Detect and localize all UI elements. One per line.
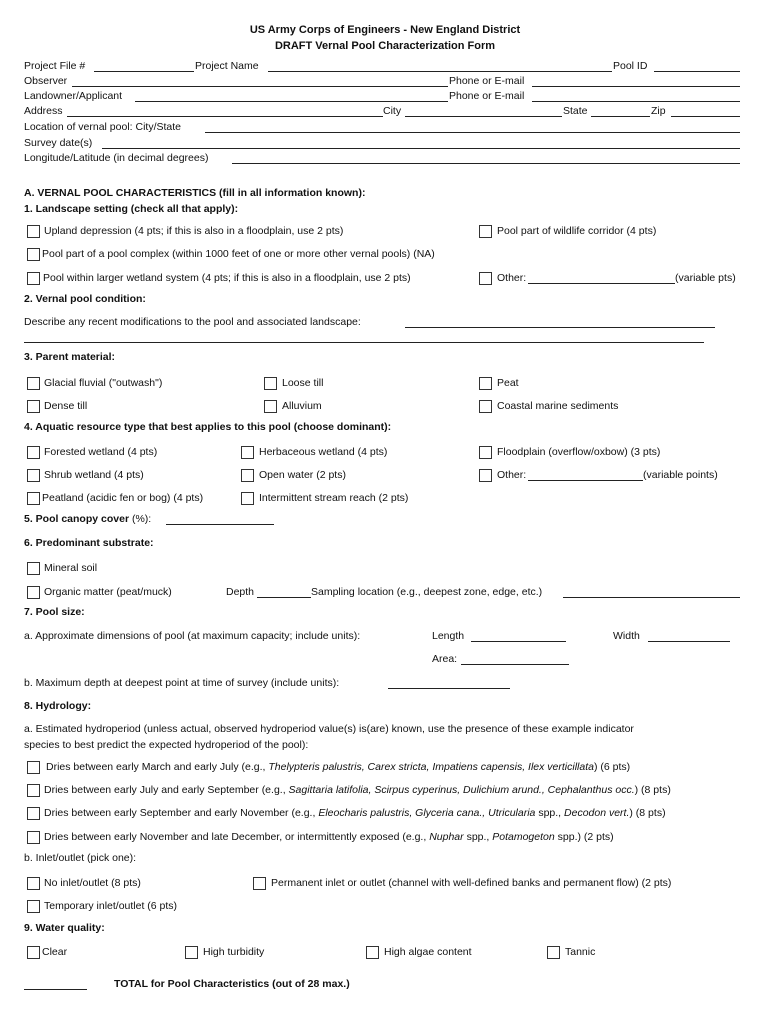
q4-forested-label: Forested wetland (4 pts): [44, 446, 158, 458]
q4-other-pts: (variable points): [643, 469, 718, 481]
q3-dense-till-label: Dense till: [44, 400, 88, 412]
landowner-field[interactable]: [135, 101, 448, 102]
q9-turbidity-checkbox[interactable]: [185, 946, 198, 959]
q7-area-field[interactable]: [461, 664, 569, 665]
observer-label: Observer: [24, 75, 68, 87]
q6-mineral-label: Mineral soil: [44, 562, 98, 574]
survey-dates-label: Survey date(s): [24, 137, 93, 149]
q7-area-label: Area:: [432, 653, 458, 665]
q8-hydro4-species: Nuphar: [429, 831, 464, 843]
q3-dense-till-checkbox[interactable]: [27, 400, 40, 413]
survey-dates-field[interactable]: [102, 148, 740, 149]
q7b-depth-field[interactable]: [388, 688, 510, 689]
form-title: DRAFT Vernal Pool Characterization Form: [274, 40, 496, 52]
q7a-label: a. Approximate dimensions of pool (at maximum capacity; include units):: [24, 630, 361, 642]
state-label: State: [563, 105, 588, 117]
q2-desc-field-1[interactable]: [405, 327, 715, 328]
q4-peatland-checkbox[interactable]: [27, 492, 40, 505]
q1-corridor-checkbox[interactable]: [479, 225, 492, 238]
q9-tannic-checkbox[interactable]: [547, 946, 560, 959]
q4-open-water-checkbox[interactable]: [241, 469, 254, 482]
location-label: Location of vernal pool: City/State: [24, 121, 182, 133]
q4-floodplain-checkbox[interactable]: [479, 446, 492, 459]
landowner-label: Landowner/Applicant: [24, 90, 123, 102]
total-label: TOTAL for Pool Characteristics (out of 28 max.): [114, 978, 350, 990]
q4-peatland-label: Peatland (acidic fen or bog) (4 pts): [42, 492, 204, 504]
form-org: US Army Corps of Engineers - New England District: [249, 24, 521, 36]
q8b-label: b. Inlet/outlet (pick one):: [24, 852, 137, 864]
q6-organic-checkbox[interactable]: [27, 586, 40, 599]
q8b-none-checkbox[interactable]: [27, 877, 40, 890]
observer-field[interactable]: [72, 86, 448, 87]
q8-hydro1-checkbox[interactable]: [27, 761, 40, 774]
q9-tannic-label: Tannic: [565, 946, 596, 958]
q5-heading: [24, 513, 151, 525]
q4-open-water-label: Open water (2 pts): [259, 469, 346, 481]
phone-label-2: Phone or E-mail: [449, 90, 525, 102]
q1-complex-checkbox[interactable]: [27, 248, 40, 261]
q4-shrub-label: Shrub wetland (4 pts): [44, 469, 144, 481]
zip-label: Zip: [651, 105, 666, 117]
q3-coastal-label: Coastal marine sediments: [497, 400, 619, 412]
q8-hydro3-text-a: Dries between early September and early November (e.g.,: [44, 807, 316, 819]
q9-turbidity-label: High turbidity: [203, 946, 265, 958]
q3-heading: 3. Parent material:: [24, 351, 116, 363]
q6-depth-field[interactable]: [257, 597, 311, 598]
q1-corridor-label: Pool part of wildlife corridor (4 pts): [497, 225, 657, 237]
q1-upland-label: Upland depression (4 pts; if this is also in a floodplain, use 2 pts): [44, 225, 344, 237]
q9-heading: 9. Water quality:: [24, 922, 105, 934]
q4-shrub-checkbox[interactable]: [27, 469, 40, 482]
zip-field[interactable]: [671, 116, 740, 117]
q8b-permanent-checkbox[interactable]: [253, 877, 266, 890]
q8-hydro2-species: Sagittaria latifolia, Scirpus cyperinus, Dulichium arund., Cephalanthus occ.: [288, 784, 635, 796]
q8-hydro3-text-c: spp.,: [538, 807, 562, 819]
project-file-label: Project File #: [24, 60, 86, 72]
state-field[interactable]: [591, 116, 650, 117]
q6-sampling-label: Sampling location (e.g., deepest zone, edge, etc.): [311, 586, 543, 598]
location-field[interactable]: [205, 132, 740, 133]
q4-floodplain-label: Floodplain (overflow/oxbow) (3 pts): [497, 446, 661, 458]
q4-herbaceous-label: Herbaceous wetland (4 pts): [259, 446, 388, 458]
q1-other-checkbox[interactable]: [479, 272, 492, 285]
q3-loose-till-checkbox[interactable]: [264, 377, 277, 390]
q5-canopy-field[interactable]: [166, 524, 274, 525]
q1-other-pts: (variable pts): [675, 272, 736, 284]
q8-hydro4-text-c: spp.,: [466, 831, 490, 843]
q1-upland-checkbox[interactable]: [27, 225, 40, 238]
q6-sampling-field[interactable]: [563, 597, 740, 598]
q8-hydro3-text-e: ) (8 pts): [629, 807, 666, 819]
q3-coastal-checkbox[interactable]: [479, 400, 492, 413]
phone-field-1[interactable]: [532, 86, 740, 87]
q8-hydro3-label: [44, 807, 666, 819]
q8-hydro4-text-a: Dries between early November and late December, or intermittently exposed (e.g.,: [44, 831, 427, 843]
q9-clear-label: Clear: [42, 946, 68, 958]
q7-heading: 7. Pool size:: [24, 606, 85, 618]
q8b-none-label: No inlet/outlet (8 pts): [44, 877, 141, 889]
q1-wetland-checkbox[interactable]: [27, 272, 40, 285]
longlat-field[interactable]: [232, 163, 740, 164]
q1-other-label: Other:: [497, 272, 527, 284]
q9-clear-checkbox[interactable]: [27, 946, 40, 959]
q6-mineral-checkbox[interactable]: [27, 562, 40, 575]
project-name-field[interactable]: [268, 71, 612, 72]
q3-outwash-checkbox[interactable]: [27, 377, 40, 390]
q4-other-field[interactable]: [528, 480, 643, 481]
q8b-temporary-checkbox[interactable]: [27, 900, 40, 913]
q8-hydro3-species-2: Decodon vert.: [564, 807, 630, 819]
city-label: City: [383, 105, 402, 117]
q4-stream-label: Intermittent stream reach (2 pts): [259, 492, 409, 504]
q3-peat-label: Peat: [497, 377, 519, 389]
q2-desc-label: Describe any recent modifications to the pool and associated landscape:: [24, 316, 361, 328]
pool-id-field[interactable]: [654, 71, 740, 72]
q8-hydro1-text-c: ) (6 pts): [593, 761, 631, 773]
q3-peat-checkbox[interactable]: [479, 377, 492, 390]
q8-hydro2-checkbox[interactable]: [27, 784, 40, 797]
q8-hydro4-species-2: Potamogeton: [492, 831, 555, 843]
q3-alluvium-checkbox[interactable]: [264, 400, 277, 413]
q7-length-field[interactable]: [471, 641, 566, 642]
q2-desc-field-2[interactable]: [24, 342, 704, 343]
q8-hydro4-text-e: spp.) (2 pts): [557, 831, 614, 843]
address-label: Address: [24, 105, 63, 117]
q8-hydro2-text-a: Dries between early July and early September (e.g.,: [44, 784, 286, 796]
section-a-heading: A. VERNAL POOL CHARACTERISTICS (fill in all information known):: [24, 187, 366, 199]
q7-length-label: Length: [432, 630, 465, 642]
phone-field-2[interactable]: [532, 101, 740, 102]
q8a-line2: species to best predict the expected hydroperiod of the pool):: [24, 739, 309, 751]
q8-heading: 8. Hydrology:: [24, 700, 92, 712]
q8-hydro2-label: [44, 784, 671, 796]
q1-wetland-label: Pool within larger wetland system (4 pts; if this is also in a floodplain, use 2 pts): [43, 272, 411, 284]
q5-unit: (%):: [131, 513, 152, 525]
q1-complex-label: Pool part of a pool complex (within 1000 feet of one or more other vernal pools) (NA): [42, 248, 435, 260]
q8b-temporary-label: Temporary inlet/outlet (6 pts): [44, 900, 178, 912]
longlat-label: Longitude/Latitude (in decimal degrees): [24, 152, 209, 164]
q4-heading: 4. Aquatic resource type that best applies to this pool (choose dominant):: [24, 421, 392, 433]
q8-hydro4-label: [44, 831, 614, 843]
phone-label-1: Phone or E-mail: [449, 75, 525, 87]
q4-stream-checkbox[interactable]: [241, 492, 254, 505]
project-file-field[interactable]: [94, 71, 194, 72]
q1-other-field[interactable]: [528, 283, 675, 284]
q8a-line1: a. Estimated hydroperiod (unless actual, observed hydroperiod value(s) is(are) known, use the presence of these example indicator: [24, 723, 634, 735]
q4-other-checkbox[interactable]: [479, 469, 492, 482]
project-name-label: Project Name: [195, 60, 259, 72]
q7b-label: b. Maximum depth at deepest point at time of survey (include units):: [24, 677, 340, 689]
total-field[interactable]: [24, 989, 87, 990]
pool-id-label: Pool ID: [613, 60, 648, 72]
q6-organic-label: Organic matter (peat/muck): [44, 586, 172, 598]
q2-heading: 2. Vernal pool condition:: [24, 293, 146, 305]
q6-heading: 6. Predominant substrate:: [24, 537, 154, 549]
q9-algae-label: High algae content: [384, 946, 472, 958]
q8-hydro1-species: Thelypteris palustris, Carex stricta, Impatiens capensis, Ilex verticillata: [268, 761, 594, 773]
q8-hydro3-checkbox[interactable]: [27, 807, 40, 820]
q8-hydro2-text-c: ) (8 pts): [634, 784, 671, 796]
q7-width-label: Width: [613, 630, 640, 642]
q4-herbaceous-checkbox[interactable]: [241, 446, 254, 459]
q5-heading-text: 5. Pool canopy cover: [24, 513, 130, 525]
q4-other-label: Other:: [497, 469, 527, 481]
q8b-permanent-label: Permanent inlet or outlet (channel with well-defined banks and permanent flow) (2 pts): [271, 877, 672, 889]
q1-heading: 1. Landscape setting (check all that apply):: [24, 203, 239, 215]
q4-forested-checkbox[interactable]: [27, 446, 40, 459]
q8-hydro3-species: Eleocharis palustris, Glyceria cana., Utricularia: [318, 807, 536, 819]
q9-algae-checkbox[interactable]: [366, 946, 379, 959]
q8-hydro1-text-a: Dries between early March and early July (e.g.,: [46, 761, 266, 773]
q6-depth-label: Depth: [226, 586, 255, 598]
q8-hydro4-checkbox[interactable]: [27, 831, 40, 844]
q7-width-field[interactable]: [648, 641, 730, 642]
q3-alluvium-label: Alluvium: [282, 400, 322, 412]
q3-outwash-label: Glacial fluvial ("outwash"): [44, 377, 163, 389]
q3-loose-till-label: Loose till: [282, 377, 324, 389]
address-field[interactable]: [67, 116, 383, 117]
q8-hydro1-label: [46, 761, 630, 773]
city-field[interactable]: [405, 116, 562, 117]
